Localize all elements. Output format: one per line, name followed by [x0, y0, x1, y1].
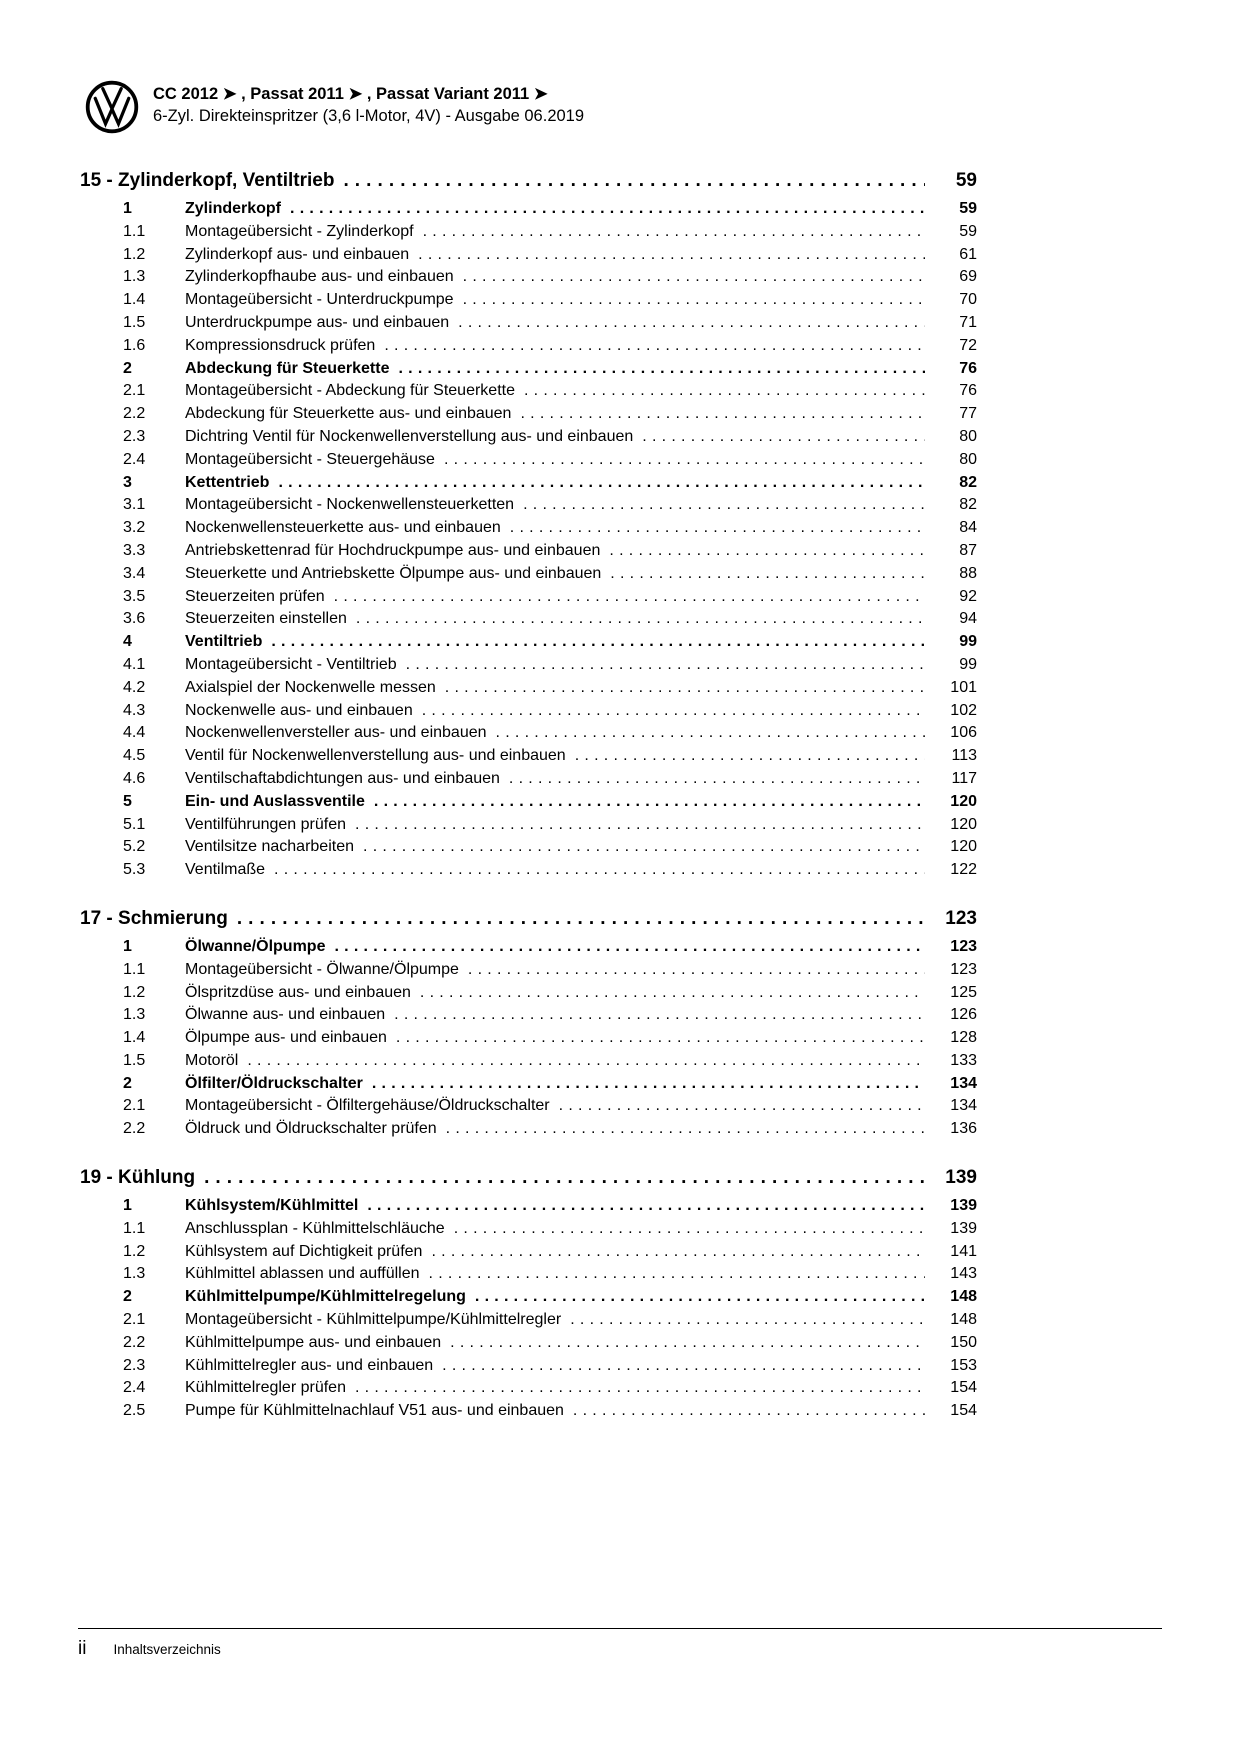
toc-section-heading	[80, 1167, 977, 1189]
toc-entry	[80, 1377, 977, 1400]
entry-page-number: 69	[959, 268, 977, 286]
entry-number: 1	[123, 1197, 132, 1215]
dot-leader	[247, 1050, 925, 1073]
entry-number: 1.3	[123, 1265, 146, 1283]
entry-page-number: 59	[959, 200, 977, 217]
dot-leader	[355, 1377, 925, 1400]
toc-entry	[80, 836, 977, 859]
entry-title: Nockenwelle aus- und einbauen	[185, 701, 413, 719]
entry-title: Steuerzeiten einstellen	[185, 610, 347, 628]
toc-entry	[80, 449, 977, 472]
toc-entry	[80, 426, 977, 449]
toc-entry	[80, 1195, 977, 1218]
entry-number: 4.4	[123, 724, 146, 742]
toc-entry	[80, 1400, 977, 1423]
toc-entry	[80, 517, 977, 540]
entry-title: Nockenwellenversteller aus- und einbauen	[185, 724, 487, 742]
entry-number: 2	[123, 1288, 132, 1306]
entry-title: Montageübersicht - Unterdruckpumpe	[185, 291, 454, 309]
toc-entry	[80, 1004, 977, 1027]
entry-page-number: 148	[950, 1288, 977, 1306]
entry-number: 2.1	[123, 1097, 146, 1115]
entry-number: 1.5	[123, 313, 146, 331]
entry-page-number: 117	[951, 769, 977, 787]
dot-leader	[520, 403, 925, 426]
toc-entry	[80, 936, 977, 959]
entry-title: Kühlmittelpumpe/Kühlmittelregelung	[185, 1288, 466, 1306]
entry-page-number: 94	[959, 610, 977, 628]
entry-title: Dichtring Ventil für Nockenwellenverstellung aus- und einbauen	[185, 427, 634, 445]
dot-leader	[444, 449, 925, 472]
toc-entry	[80, 358, 977, 381]
header-text	[153, 80, 584, 127]
entry-page-number: 92	[959, 587, 977, 605]
toc-entry	[80, 312, 977, 335]
entry-number: 1.5	[123, 1051, 146, 1069]
dot-leader	[278, 472, 925, 495]
entry-title: Ölspritzdüse aus- und einbauen	[185, 983, 411, 1001]
dot-leader	[374, 791, 925, 814]
dot-leader	[446, 1118, 925, 1141]
entry-number: 2.4	[123, 450, 146, 468]
entry-page-number: 77	[959, 405, 977, 423]
entry-number: 4.3	[123, 701, 146, 719]
toc-entry	[80, 1241, 977, 1264]
entry-number: 1.6	[123, 336, 146, 354]
toc-entry	[80, 814, 977, 837]
entry-title: Nockenwellensteuerkette aus- und einbauen	[185, 519, 501, 537]
dot-leader	[509, 768, 925, 791]
dot-leader	[458, 312, 925, 335]
toc	[80, 170, 977, 1423]
entry-page-number: 99	[959, 655, 977, 673]
entry-title: Unterdruckpumpe aus- und einbauen	[185, 313, 450, 331]
entry-page-number: 99	[959, 633, 977, 651]
dot-leader	[642, 426, 925, 449]
footer-title: Inhaltsverzeichnis	[113, 1642, 221, 1657]
entry-title: Pumpe für Kühlmittelnachlauf V51 aus- und einbauen	[185, 1402, 564, 1420]
entry-title: Ventilschaftabdichtungen aus- und einbauen	[185, 769, 500, 787]
dot-leader	[463, 266, 925, 289]
entry-title: Montageübersicht - Steuergehäuse	[185, 450, 435, 468]
toc-entry	[80, 608, 977, 631]
entry-title: Montageübersicht - Zylinderkopf	[185, 222, 414, 240]
entry-number: 1.3	[123, 268, 146, 286]
entry-number: 2	[123, 359, 132, 377]
entry-title: Montageübersicht - Ölwanne/Ölpumpe	[185, 960, 459, 978]
entry-page-number: 72	[959, 336, 977, 354]
entry-number: 4	[123, 633, 132, 651]
section-title: 19 - Kühlung	[80, 1167, 196, 1189]
entry-number: 4.2	[123, 678, 146, 696]
entry-number: 1	[123, 200, 132, 217]
entry-title: Ventilmaße	[185, 861, 266, 879]
entry-title: Kühlmittelpumpe aus- und einbauen	[185, 1333, 442, 1351]
entry-title: Abdeckung für Steuerkette	[185, 359, 390, 377]
entry-page-number: 101	[950, 678, 977, 696]
entry-title: Öldruck und Öldruckschalter prüfen	[185, 1120, 437, 1138]
entry-number: 3.1	[123, 496, 146, 514]
toc-entry	[80, 221, 977, 244]
header-edition: 6-Zyl. Direkteinspritzer (3,6 l-Motor, 4V) - Ausgabe 06.2019	[153, 107, 585, 125]
dot-leader	[334, 936, 925, 959]
entry-page-number: 87	[959, 541, 977, 559]
dot-leader	[420, 982, 925, 1005]
toc-section	[80, 908, 977, 1141]
entry-number: 5.2	[123, 838, 146, 856]
toc-entry	[80, 1118, 977, 1141]
entry-page-number: 125	[950, 983, 977, 1001]
entry-number: 3.4	[123, 564, 146, 582]
entry-page-number: 139	[950, 1219, 977, 1237]
entry-title: Abdeckung für Steuerkette aus- und einbauen	[185, 405, 512, 423]
entry-title: Zylinderkopf	[185, 200, 282, 217]
entry-title: Montageübersicht - Ölfiltergehäuse/Öldruckschalter	[185, 1097, 550, 1115]
entry-page-number: 141	[950, 1242, 977, 1260]
entry-page-number: 113	[951, 747, 977, 765]
entry-page-number: 120	[950, 815, 977, 833]
dot-leader	[445, 677, 925, 700]
vw-logo-icon	[85, 80, 139, 134]
entry-number: 3.3	[123, 541, 146, 559]
toc-entry	[80, 1263, 977, 1286]
entry-page-number: 82	[959, 496, 977, 514]
entry-number: 5.3	[123, 861, 146, 879]
dot-leader	[610, 563, 925, 586]
dot-leader	[204, 1167, 925, 1189]
entry-number: 2.3	[123, 1356, 146, 1374]
entry-page-number: 76	[959, 359, 977, 377]
dot-leader	[450, 1332, 925, 1355]
dot-leader	[559, 1095, 925, 1118]
entry-title: Ventiltrieb	[185, 633, 263, 651]
section-page-number: 123	[945, 907, 977, 929]
entry-number: 1.4	[123, 291, 146, 309]
dot-leader	[431, 1241, 925, 1264]
toc-entry	[80, 1309, 977, 1332]
dot-leader	[394, 1004, 925, 1027]
toc-entry	[80, 540, 977, 563]
entry-number: 1.1	[123, 222, 146, 240]
toc-entry	[80, 586, 977, 609]
entry-page-number: 102	[950, 701, 977, 719]
entry-title: Montageübersicht - Nockenwellensteuerketten	[185, 496, 515, 514]
dot-leader	[423, 221, 925, 244]
toc-entry	[80, 1286, 977, 1309]
toc-entry	[80, 677, 977, 700]
dot-leader	[422, 700, 925, 723]
entry-title: Zylinderkopfhaube aus- und einbauen	[185, 268, 454, 286]
toc-entry	[80, 745, 977, 768]
dot-leader	[237, 908, 925, 930]
entry-page-number: 61	[959, 245, 977, 263]
entry-title: Antriebskettenrad für Hochdruckpumpe aus- und einbauen	[185, 541, 601, 559]
entry-number: 2.2	[123, 1333, 146, 1351]
toc-entry	[80, 768, 977, 791]
dot-leader	[398, 358, 925, 381]
toc-section	[80, 1167, 977, 1423]
entry-title: Montageübersicht - Abdeckung für Steuerkette	[185, 382, 515, 400]
entry-page-number: 123	[950, 960, 977, 978]
dot-leader	[384, 335, 925, 358]
entry-page-number: 128	[950, 1029, 977, 1047]
entry-page-number: 150	[950, 1333, 977, 1351]
entry-number: 4.5	[123, 747, 146, 765]
entry-page-number: 154	[950, 1402, 977, 1420]
entry-page-number: 59	[959, 222, 977, 240]
entry-number: 2.3	[123, 427, 146, 445]
toc-entry	[80, 859, 977, 882]
entry-number: 2.2	[123, 405, 146, 423]
entry-title: Anschlussplan - Kühlmittelschläuche	[185, 1219, 445, 1237]
toc-entry	[80, 982, 977, 1005]
toc-entry	[80, 244, 977, 267]
entry-page-number: 70	[959, 291, 977, 309]
entry-number: 1.3	[123, 1006, 146, 1024]
entry-page-number: 123	[950, 937, 977, 955]
dot-leader	[573, 1400, 925, 1423]
toc-entry	[80, 198, 977, 221]
entry-number: 5.1	[123, 815, 146, 833]
entry-page-number: 82	[959, 473, 977, 491]
toc-entry	[80, 563, 977, 586]
dot-leader	[570, 1309, 925, 1332]
toc-section	[80, 170, 977, 882]
entry-title: Steuerzeiten prüfen	[185, 587, 325, 605]
dot-leader	[429, 1263, 925, 1286]
dot-leader	[367, 1195, 925, 1218]
toc-entry	[80, 631, 977, 654]
entry-page-number: 133	[950, 1051, 977, 1069]
entry-number: 2.5	[123, 1402, 146, 1420]
entry-title: Kühlsystem/Kühlmittel	[185, 1197, 359, 1215]
dot-leader	[496, 722, 925, 745]
entry-title: Ventilführungen prüfen	[185, 815, 347, 833]
entry-title: Zylinderkopf aus- und einbauen	[185, 245, 410, 263]
toc-entry	[80, 722, 977, 745]
entry-title: Kühlmittelregler prüfen	[185, 1379, 346, 1397]
dot-leader	[523, 494, 925, 517]
entry-number: 3.2	[123, 519, 146, 537]
dot-leader	[343, 170, 925, 192]
entry-page-number: 126	[950, 1006, 977, 1024]
entry-title: Kühlmittelregler aus- und einbauen	[185, 1356, 434, 1374]
toc-entry	[80, 266, 977, 289]
entry-number: 2.2	[123, 1120, 146, 1138]
dot-leader	[274, 859, 925, 882]
dot-leader	[271, 631, 925, 654]
toc-entry	[80, 289, 977, 312]
footer-page-number: ii	[78, 1638, 87, 1659]
entry-title: Ölfilter/Öldruckschalter	[185, 1074, 363, 1092]
header-models: CC 2012 ➤ , Passat 2011 ➤ , Passat Variant 2011 ➤	[153, 85, 548, 103]
toc-entry	[80, 1073, 977, 1096]
entry-page-number: 143	[950, 1265, 977, 1283]
dot-leader	[524, 380, 925, 403]
entry-page-number: 80	[959, 427, 977, 445]
dot-leader	[355, 814, 925, 837]
entry-title: Ölpumpe aus- und einbauen	[185, 1029, 387, 1047]
entry-number: 1.4	[123, 1029, 146, 1047]
entry-title: Montageübersicht - Kühlmittelpumpe/Kühlmittelregler	[185, 1311, 562, 1329]
dot-leader	[454, 1218, 925, 1241]
dot-leader	[406, 654, 925, 677]
entry-page-number: 120	[950, 792, 977, 810]
toc-entry	[80, 1332, 977, 1355]
entry-page-number: 153	[950, 1356, 977, 1374]
entry-page-number: 122	[950, 861, 977, 879]
dot-leader	[363, 836, 925, 859]
toc-entry	[80, 335, 977, 358]
entry-title: Ölwanne/Ölpumpe	[185, 937, 326, 955]
entry-number: 1.2	[123, 983, 146, 1001]
page-footer	[78, 1628, 1162, 1660]
dot-leader	[418, 244, 925, 267]
entry-number: 4.6	[123, 769, 146, 787]
toc-entry	[80, 403, 977, 426]
toc-entry	[80, 1218, 977, 1241]
entry-title: Kühlsystem auf Dichtigkeit prüfen	[185, 1242, 423, 1260]
entry-number: 2.1	[123, 382, 146, 400]
entry-number: 1.2	[123, 1242, 146, 1260]
dot-leader	[475, 1286, 925, 1309]
toc-entry	[80, 791, 977, 814]
toc-entry	[80, 380, 977, 403]
entry-page-number: 136	[950, 1120, 977, 1138]
toc-entry	[80, 494, 977, 517]
section-page-number: 59	[955, 170, 977, 191]
dot-leader	[575, 745, 925, 768]
toc-entry	[80, 700, 977, 723]
dot-leader	[463, 289, 925, 312]
toc-entry	[80, 1095, 977, 1118]
entry-page-number: 84	[959, 519, 977, 537]
toc-entry	[80, 1027, 977, 1050]
entry-page-number: 80	[959, 450, 977, 468]
toc-entry	[80, 472, 977, 495]
dot-leader	[468, 959, 925, 982]
page-header	[85, 80, 584, 134]
entry-page-number: 71	[959, 313, 977, 331]
entry-page-number: 148	[950, 1311, 977, 1329]
entry-title: Kühlmittel ablassen und auffüllen	[185, 1265, 420, 1283]
entry-number: 1.2	[123, 245, 146, 263]
dot-leader	[372, 1073, 925, 1096]
toc-section-heading	[80, 170, 977, 192]
dot-leader	[290, 198, 925, 221]
entry-number: 3	[123, 473, 132, 491]
dot-leader	[442, 1355, 925, 1378]
entry-number: 2.1	[123, 1311, 146, 1329]
entry-title: Kompressionsdruck prüfen	[185, 336, 376, 354]
toc-entry	[80, 959, 977, 982]
entry-page-number: 88	[959, 564, 977, 582]
entry-title: Ein- und Auslassventile	[185, 792, 365, 810]
entry-page-number: 76	[959, 382, 977, 400]
toc-entry	[80, 1050, 977, 1073]
entry-number: 4.1	[123, 655, 146, 673]
section-title: 15 - Zylinderkopf, Ventiltrieb	[80, 170, 335, 191]
dot-leader	[356, 608, 925, 631]
entry-number: 2.4	[123, 1379, 146, 1397]
entry-title: Motoröl	[185, 1051, 239, 1069]
entry-title: Ölwanne aus- und einbauen	[185, 1006, 386, 1024]
section-page-number: 139	[945, 1167, 977, 1189]
entry-title: Montageübersicht - Ventiltrieb	[185, 655, 397, 673]
entry-number: 1	[123, 937, 132, 955]
entry-title: Ventilsitze nacharbeiten	[185, 838, 354, 856]
entry-title: Steuerkette und Antriebskette Ölpumpe aus- und einbauen	[185, 564, 602, 582]
section-title: 17 - Schmierung	[80, 907, 228, 929]
dot-leader	[609, 540, 925, 563]
dot-leader	[334, 586, 925, 609]
entry-page-number: 120	[950, 838, 977, 856]
dot-leader	[510, 517, 925, 540]
entry-page-number: 134	[950, 1074, 977, 1092]
entry-number: 3.6	[123, 610, 146, 628]
entry-page-number: 154	[950, 1379, 977, 1397]
entry-number: 2	[123, 1074, 132, 1092]
dot-leader	[396, 1027, 925, 1050]
entry-page-number: 134	[950, 1097, 977, 1115]
entry-title: Kettentrieb	[185, 473, 270, 491]
entry-number: 1.1	[123, 1219, 146, 1237]
entry-page-number: 139	[950, 1197, 977, 1215]
toc-section-heading	[80, 908, 977, 930]
entry-number: 3.5	[123, 587, 146, 605]
entry-page-number: 106	[950, 724, 977, 742]
entry-title: Axialspiel der Nockenwelle messen	[185, 678, 436, 696]
toc-entry	[80, 1355, 977, 1378]
entry-number: 1.1	[123, 960, 146, 978]
toc-entry	[80, 654, 977, 677]
entry-number: 5	[123, 792, 132, 810]
entry-title: Ventil für Nockenwellenverstellung aus- und einbauen	[185, 747, 566, 765]
